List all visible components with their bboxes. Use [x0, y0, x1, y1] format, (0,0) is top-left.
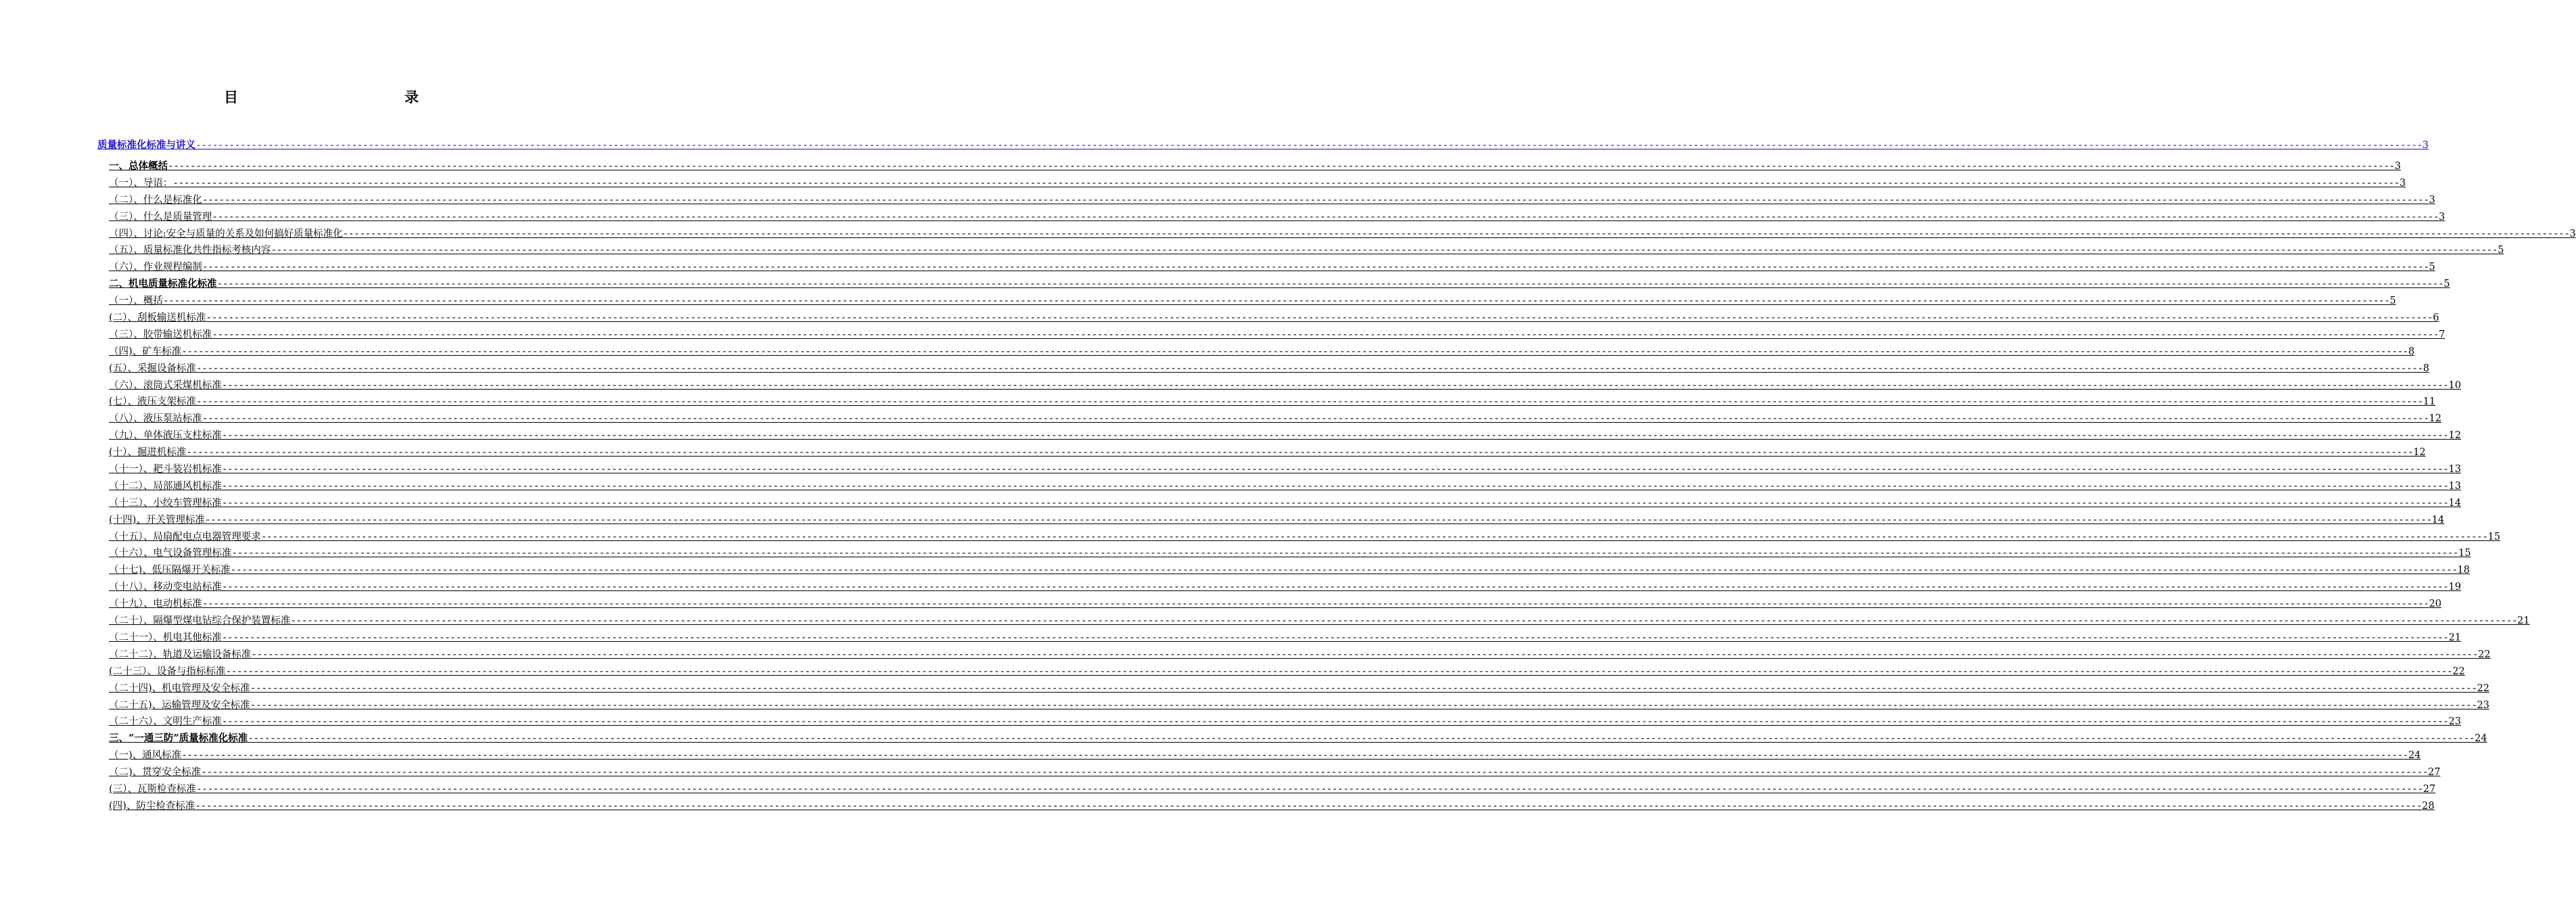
toc-entry-page-number: 3 [2399, 177, 2406, 189]
toc-entry[interactable] [109, 327, 2445, 344]
toc-entry-page-number: 3 [2569, 228, 2576, 239]
page-title: 目 录 [224, 89, 465, 106]
toc-dot-leader: ---------------------------------------------------------------------------------------------------------------------------------------------------------------------------------------------------------------------------------------------------------------------------------------------------------------------------------------------------------------------------------------------------------------- [202, 413, 2429, 425]
toc-dot-leader: ---------------------------------------------------------------------------------------------------------------------------------------------------------------------------------------------------------------------------------------------------------------------------------------------------------------------------------------------------------------------------------------------------------------- [250, 699, 2477, 711]
toc-entry-page-number: 27 [2422, 783, 2436, 795]
toc-dot-leader: ---------------------------------------------------------------------------------------------------------------------------------------------------------------------------------------------------------------------------------------------------------------------------------------------------------------------------------------------------------------------------------------------------------------- [290, 615, 2518, 627]
toc-entry-page-number: 22 [2477, 682, 2490, 694]
toc-dot-leader: ---------------------------------------------------------------------------------------------------------------------------------------------------------------------------------------------------------------------------------------------------------------------------------------------------------------------------------------------------------------------------------------------------------------- [202, 599, 2429, 610]
toc-entry-page-number: 23 [2477, 699, 2490, 711]
toc-entry[interactable] [109, 310, 2439, 327]
toc-dot-leader: ---------------------------------------------------------------------------------------------------------------------------------------------------------------------------------------------------------------------------------------------------------------------------------------------------------------------------------------------------------------------------------------------------------------- [202, 262, 2429, 273]
toc-entry[interactable] [109, 461, 2462, 478]
toc-entry-page-number: 13 [2448, 480, 2462, 492]
toc-entry-page-number: 3 [2439, 211, 2445, 223]
toc-entry-page-number: 8 [2408, 346, 2415, 357]
toc-entry-title: （二十四)、机电管理及安全标准 [109, 682, 250, 694]
toc-dot-leader: ---------------------------------------------------------------------------------------------------------------------------------------------------------------------------------------------------------------------------------------------------------------------------------------------------------------------------------------------------------------------------------------------------------------- [221, 464, 2449, 475]
toc-dot-leader: ---------------------------------------------------------------------------------------------------------------------------------------------------------------------------------------------------------------------------------------------------------------------------------------------------------------------------------------------------------------------------------------------------------------- [221, 632, 2449, 643]
toc-dot-leader: ---------------------------------------------------------------------------------------------------------------------------------------------------------------------------------------------------------------------------------------------------------------------------------------------------------------------------------------------------------------------------------------------------------------- [172, 177, 2400, 189]
toc-dot-leader: ---------------------------------------------------------------------------------------------------------------------------------------------------------------------------------------------------------------------------------------------------------------------------------------------------------------------------------------------------------------------------------------------------------------- [196, 783, 2423, 795]
toc-dot-leader: ---------------------------------------------------------------------------------------------------------------------------------------------------------------------------------------------------------------------------------------------------------------------------------------------------------------------------------------------------------------------------------------------------------------- [181, 346, 2409, 357]
toc-entry[interactable] [109, 596, 2442, 613]
toc-entry[interactable] [109, 545, 2471, 562]
toc-dot-leader: ---------------------------------------------------------------------------------------------------------------------------------------------------------------------------------------------------------------------------------------------------------------------------------------------------------------------------------------------------------------------------------------------------------------- [231, 548, 2459, 559]
toc-entry-title: (十四)、开关管理标准 [109, 514, 205, 526]
toc-entry-page-number: 28 [2422, 800, 2435, 812]
toc-entry-title: （四)、矿车标准 [109, 346, 182, 357]
table-of-contents [97, 135, 2576, 815]
toc-dot-leader: ---------------------------------------------------------------------------------------------------------------------------------------------------------------------------------------------------------------------------------------------------------------------------------------------------------------------------------------------------------------------------------------------------------------- [248, 733, 2475, 745]
toc-entry-title: （五）、质量标准化共性指标考核内容 [109, 245, 271, 256]
toc-entry-page-number: 24 [2475, 733, 2487, 745]
toc-entry-title: 一、总体概括 [109, 160, 168, 172]
toc-dot-leader: ---------------------------------------------------------------------------------------------------------------------------------------------------------------------------------------------------------------------------------------------------------------------------------------------------------------------------------------------------------------------------------------------------------------- [271, 245, 2498, 256]
toc-entry-title: （一）、导语： [109, 177, 173, 189]
toc-dot-leader: ---------------------------------------------------------------------------------------------------------------------------------------------------------------------------------------------------------------------------------------------------------------------------------------------------------------------------------------------------------------------------------------------------------------- [202, 194, 2429, 206]
toc-entry-page-number: 24 [2408, 750, 2421, 762]
toc-entry[interactable] [109, 730, 2487, 747]
toc-entry-title: 二、机电质量标准化标准 [109, 278, 217, 290]
toc-entry[interactable] [109, 360, 2430, 377]
toc-dot-leader: ---------------------------------------------------------------------------------------------------------------------------------------------------------------------------------------------------------------------------------------------------------------------------------------------------------------------------------------------------------------------------------------------------------------- [221, 430, 2449, 442]
toc-entry-title: （三）、什么是质量管理 [109, 211, 212, 223]
toc-entry[interactable] [109, 242, 2504, 259]
toc-entry[interactable] [109, 377, 2462, 394]
toc-entry-page-number: 27 [2428, 767, 2441, 778]
toc-dot-leader: ---------------------------------------------------------------------------------------------------------------------------------------------------------------------------------------------------------------------------------------------------------------------------------------------------------------------------------------------------------------------------------------------------------------- [162, 296, 2390, 307]
toc-entry[interactable] [109, 293, 2396, 310]
toc-entry-title: （四）、讨论:安全与质量的关系及如何搞好质量标准化 [109, 228, 343, 239]
toc-entry-page-number: 5 [2429, 262, 2435, 273]
toc-entry-title: （八）、液压泵站标准 [109, 413, 202, 425]
toc-entry-title: （六）、作业规程编制 [109, 262, 202, 273]
toc-entry[interactable] [109, 495, 2462, 512]
toc-entry-title: 三、“一通三防”质量标准化标准 [109, 732, 248, 745]
toc-dot-leader: ---------------------------------------------------------------------------------------------------------------------------------------------------------------------------------------------------------------------------------------------------------------------------------------------------------------------------------------------------------------------------------------------------------------- [221, 480, 2449, 492]
toc-entry-page-number: 12 [2429, 413, 2442, 425]
toc-entry-title: 质量标准化标准与讲义 [97, 139, 196, 151]
toc-dot-leader: ---------------------------------------------------------------------------------------------------------------------------------------------------------------------------------------------------------------------------------------------------------------------------------------------------------------------------------------------------------------------------------------------------------------- [204, 514, 2432, 526]
toc-entry[interactable] [109, 663, 2465, 680]
toc-dot-leader: ---------------------------------------------------------------------------------------------------------------------------------------------------------------------------------------------------------------------------------------------------------------------------------------------------------------------------------------------------------------------------------------------------------------- [342, 228, 2570, 239]
toc-entry-title: (五）、采掘设备标准 [109, 363, 196, 374]
toc-entry-title: （二十）、隔爆型煤电钻综合保护装置标准 [109, 615, 291, 627]
toc-entry-page-number: 3 [2429, 194, 2435, 206]
toc-entry-title: （十六）、电气设备管理标准 [109, 548, 232, 559]
toc-dot-leader: ---------------------------------------------------------------------------------------------------------------------------------------------------------------------------------------------------------------------------------------------------------------------------------------------------------------------------------------------------------------------------------------------------------------- [221, 582, 2449, 593]
toc-entry[interactable] [109, 158, 2401, 175]
toc-entry-title: （十七)、低压隔爆开关标准 [109, 565, 231, 576]
toc-entry-page-number: 5 [2389, 296, 2396, 307]
toc-entry-title: （九）、单体液压支柱标准 [109, 430, 222, 442]
toc-entry[interactable] [109, 209, 2445, 226]
toc-dot-leader: ---------------------------------------------------------------------------------------------------------------------------------------------------------------------------------------------------------------------------------------------------------------------------------------------------------------------------------------------------------------------------------------------------------------- [195, 800, 2422, 812]
toc-entry[interactable] [109, 512, 2445, 529]
toc-dot-leader: ---------------------------------------------------------------------------------------------------------------------------------------------------------------------------------------------------------------------------------------------------------------------------------------------------------------------------------------------------------------------------------------------------------------- [212, 211, 2439, 223]
toc-entry[interactable] [109, 444, 2426, 461]
toc-entry[interactable] [109, 781, 2436, 798]
toc-entry[interactable] [109, 529, 2501, 546]
toc-entry-page-number: 11 [2422, 396, 2436, 408]
toc-entry-page-number: 15 [2487, 531, 2501, 542]
toc-entry-title: （二十五)、运输管理及安全标准 [109, 699, 250, 711]
toc-entry-page-number: 3 [2394, 161, 2401, 172]
toc-entry[interactable] [109, 427, 2462, 444]
toc-entry-title: （十九）、电动机标准 [109, 599, 202, 610]
toc-entry-title: （六）、滚筒式采煤机标准 [109, 379, 222, 391]
toc-entry-title: （十五）、局扇配电点电器管理要求 [109, 531, 261, 542]
toc-entry[interactable] [109, 630, 2462, 647]
toc-entry[interactable] [109, 747, 2421, 764]
toc-entry-title: (三）、瓦斯检查标准 [109, 783, 196, 795]
toc-entry[interactable] [109, 344, 2415, 360]
toc-entry[interactable] [109, 613, 2530, 630]
toc-dot-leader: ---------------------------------------------------------------------------------------------------------------------------------------------------------------------------------------------------------------------------------------------------------------------------------------------------------------------------------------------------------------------------------------------------------------- [216, 279, 2444, 290]
toc-entry[interactable] [109, 798, 2435, 815]
toc-dot-leader: ---------------------------------------------------------------------------------------------------------------------------------------------------------------------------------------------------------------------------------------------------------------------------------------------------------------------------------------------------------------------------------------------------------------- [186, 447, 2414, 459]
toc-entry[interactable] [109, 714, 2462, 730]
toc-entry[interactable] [109, 579, 2462, 596]
toc-entry[interactable] [109, 562, 2470, 579]
toc-entry-title: (七）、液压支架标准 [109, 396, 196, 408]
toc-entry-title: （二)、贯穿安全标准 [109, 767, 202, 778]
toc-entry-title: （二十一）、机电其他标准 [109, 632, 222, 643]
toc-entry-page-number: 22 [2452, 666, 2465, 677]
toc-entry-title: （二十二）、轨道及运输设备标准 [109, 649, 252, 660]
toc-entry-title: （十八）、移动变电站标准 [109, 582, 222, 593]
toc-dot-leader: ---------------------------------------------------------------------------------------------------------------------------------------------------------------------------------------------------------------------------------------------------------------------------------------------------------------------------------------------------------------------------------------------------------------- [221, 716, 2449, 728]
toc-dot-leader: ---------------------------------------------------------------------------------------------------------------------------------------------------------------------------------------------------------------------------------------------------------------------------------------------------------------------------------------------------------------------------------------------------------------- [260, 531, 2488, 542]
toc-entry-page-number: 21 [2517, 615, 2530, 627]
toc-entry-page-number: 8 [2422, 363, 2430, 374]
toc-dot-leader: ---------------------------------------------------------------------------------------------------------------------------------------------------------------------------------------------------------------------------------------------------------------------------------------------------------------------------------------------------------------------------------------------------------------- [201, 767, 2429, 778]
toc-entry-page-number: 6 [2433, 312, 2439, 324]
toc-dot-leader: ---------------------------------------------------------------------------------------------------------------------------------------------------------------------------------------------------------------------------------------------------------------------------------------------------------------------------------------------------------------------------------------------------------------- [206, 312, 2433, 324]
toc-dot-leader: ---------------------------------------------------------------------------------------------------------------------------------------------------------------------------------------------------------------------------------------------------------------------------------------------------------------------------------------------------------------------------------------------------------------- [168, 161, 2395, 172]
toc-entry-page-number: 12 [2413, 447, 2426, 459]
toc-entry-page-number: 13 [2448, 464, 2462, 475]
toc-entry[interactable] [109, 276, 2450, 293]
toc-entry-page-number: 18 [2457, 565, 2470, 576]
toc-entry[interactable] [109, 226, 2576, 243]
toc-entry[interactable] [109, 411, 2442, 427]
toc-dot-leader: ---------------------------------------------------------------------------------------------------------------------------------------------------------------------------------------------------------------------------------------------------------------------------------------------------------------------------------------------------------------------------------------------------------------- [230, 565, 2458, 576]
toc-entry-title: （三）、胶带输送机标准 [109, 329, 212, 340]
toc-entry-page-number: 19 [2448, 582, 2462, 593]
toc-entry-page-number: 14 [2448, 497, 2462, 509]
toc-entry[interactable] [109, 647, 2491, 663]
toc-dot-leader: ---------------------------------------------------------------------------------------------------------------------------------------------------------------------------------------------------------------------------------------------------------------------------------------------------------------------------------------------------------------------------------------------------------------- [196, 140, 2422, 151]
toc-entry[interactable] [109, 394, 2436, 411]
toc-entry-page-number: 21 [2448, 632, 2462, 643]
toc-entry-title: （十一）、耙斗装岩机标准 [109, 464, 222, 475]
toc-entry-page-number: 14 [2431, 514, 2445, 526]
toc-dot-leader: ---------------------------------------------------------------------------------------------------------------------------------------------------------------------------------------------------------------------------------------------------------------------------------------------------------------------------------------------------------------------------------------------------------------- [251, 649, 2479, 660]
toc-entry[interactable] [109, 478, 2462, 495]
toc-dot-leader: ---------------------------------------------------------------------------------------------------------------------------------------------------------------------------------------------------------------------------------------------------------------------------------------------------------------------------------------------------------------------------------------------------------------- [221, 497, 2449, 509]
toc-dot-leader: ---------------------------------------------------------------------------------------------------------------------------------------------------------------------------------------------------------------------------------------------------------------------------------------------------------------------------------------------------------------------------------------------------------------- [196, 396, 2423, 408]
toc-entry[interactable] [109, 764, 2441, 781]
toc-entry[interactable] [109, 175, 2406, 192]
toc-entry-title: (二十三）、设备与指标标准 [109, 666, 226, 677]
toc-entry-title: （一)、通风标准 [109, 750, 182, 762]
toc-dot-leader: ---------------------------------------------------------------------------------------------------------------------------------------------------------------------------------------------------------------------------------------------------------------------------------------------------------------------------------------------------------------------------------------------------------------- [250, 682, 2477, 694]
toc-dot-leader: ---------------------------------------------------------------------------------------------------------------------------------------------------------------------------------------------------------------------------------------------------------------------------------------------------------------------------------------------------------------------------------------------------------------- [181, 750, 2409, 762]
toc-entry[interactable] [109, 192, 2435, 209]
toc-entry-title: (二）、刮板输送机标准 [109, 312, 206, 324]
toc-entry-title: （一）、概括 [109, 296, 163, 307]
toc-entry-title: （二）、什么是标准化 [109, 194, 202, 206]
toc-dot-leader: ---------------------------------------------------------------------------------------------------------------------------------------------------------------------------------------------------------------------------------------------------------------------------------------------------------------------------------------------------------------------------------------------------------------- [212, 329, 2439, 340]
toc-entry[interactable] [97, 135, 2429, 156]
toc-entry-page-number: 22 [2478, 649, 2491, 660]
toc-entry-page-number: 5 [2443, 279, 2450, 290]
toc-entry-page-number: 23 [2448, 716, 2462, 728]
toc-dot-leader: ---------------------------------------------------------------------------------------------------------------------------------------------------------------------------------------------------------------------------------------------------------------------------------------------------------------------------------------------------------------------------------------------------------------- [221, 379, 2449, 391]
toc-entry-title: （十二）、局部通风机标准 [109, 480, 222, 492]
toc-dot-leader: ---------------------------------------------------------------------------------------------------------------------------------------------------------------------------------------------------------------------------------------------------------------------------------------------------------------------------------------------------------------------------------------------------------------- [225, 666, 2453, 677]
toc-entry[interactable] [109, 680, 2490, 697]
toc-entry-page-number: 5 [2498, 245, 2504, 256]
toc-dot-leader: ---------------------------------------------------------------------------------------------------------------------------------------------------------------------------------------------------------------------------------------------------------------------------------------------------------------------------------------------------------------------------------------------------------------- [196, 363, 2423, 374]
toc-entry-page-number: 12 [2448, 430, 2462, 442]
toc-entry-page-number: 10 [2448, 379, 2462, 391]
toc-entry-title: （二十六）、文明生产标准 [109, 716, 222, 728]
toc-entry-page-number: 20 [2429, 599, 2442, 610]
toc-entry[interactable] [109, 697, 2490, 714]
toc-entry-title: (十）、掘进机标准 [109, 447, 187, 459]
toc-entry-page-number: 7 [2439, 329, 2445, 340]
toc-entry[interactable] [109, 259, 2435, 276]
toc-entry-page-number: 15 [2458, 548, 2471, 559]
toc-entry-page-number: 3 [2422, 140, 2429, 151]
toc-entry-title: （十三）、小绞车管理标准 [109, 497, 222, 509]
toc-entry-title: (四)、防尘检查标准 [109, 800, 196, 812]
